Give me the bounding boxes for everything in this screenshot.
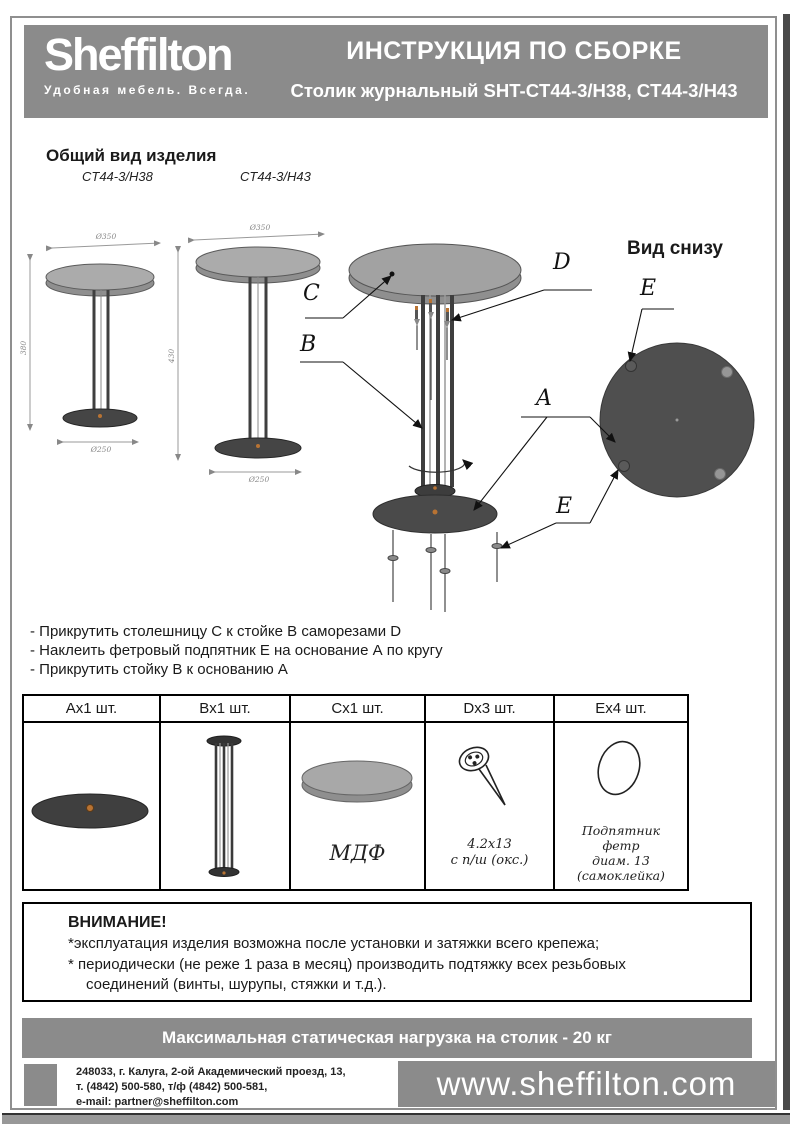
website-url: www.sheffilton.com [436, 1065, 737, 1102]
part-a-base-image [24, 723, 157, 889]
dim-height-h38: 380 [19, 340, 28, 356]
model-label-h43: CT44-3/H43 [240, 169, 311, 184]
felt-pads-below-base [388, 530, 502, 612]
parts-header-e: Ex4 шт. [555, 696, 687, 723]
warning-line-2: * периодически (не реже 1 раза в месяц) производить подтяжку всех резьбовых [68, 955, 626, 973]
part-b-column-image [161, 723, 287, 889]
part-c-top-image [291, 723, 422, 833]
brand-logo [44, 31, 254, 97]
drawing-table-h43 [167, 223, 324, 484]
callout-b: B [300, 332, 317, 357]
parts-cell-d [426, 723, 555, 889]
part-e-pad-image [555, 723, 683, 818]
part-d-caption: 4.2x13 с п/ш (окс.) [450, 837, 529, 868]
dim-base-diameter-h43: Ø250 [248, 475, 270, 484]
scan-edge-right [783, 14, 790, 1110]
overview-heading: Общий вид изделия [46, 146, 217, 165]
callout-c: C [303, 281, 320, 306]
brand-tagline: Удобная мебель. Всегда. [44, 83, 251, 97]
part-d-screw-image [426, 723, 551, 833]
header-banner [24, 25, 768, 118]
model-label-h38: CT44-3/H38 [82, 169, 153, 184]
address-line-1: 248033, г. Калуга, 2-ой Академический проезд, 13, [76, 1066, 346, 1078]
callout-d: D [553, 250, 571, 275]
step-2: - Наклеить фетровый подпятник Е на основание А по кругу [30, 642, 443, 659]
max-load-bar [22, 1018, 752, 1058]
scan-edge-bottom [2, 1113, 790, 1124]
bottom-view-title: Вид снизу [626, 238, 723, 259]
drawing-table-h38 [19, 232, 160, 454]
parts-table [22, 694, 689, 891]
warning-line-3: соединений (винты, шурупы, стяжки и т.д.). [86, 976, 387, 993]
parts-cell-b [161, 723, 291, 889]
address-line-3: e-mail: partner@sheffilton.com [76, 1096, 239, 1108]
product-name: Столик журнальный SHT-CT44-3/H38, CT44-3/H43 [290, 80, 738, 101]
drawing-bottom-view [600, 343, 754, 497]
parts-cell-e [555, 723, 687, 889]
address-line-2: т. (4842) 500-580, т/ф (4842) 500-581, [76, 1081, 268, 1093]
parts-header-c: Cx1 шт. [291, 696, 426, 723]
dim-height-h43: 430 [167, 348, 176, 364]
part-c-caption: МДФ [329, 841, 386, 865]
assembly-drawing [14, 190, 784, 630]
footer-website-banner [398, 1061, 775, 1107]
footer-address [76, 1065, 346, 1110]
dim-top-diameter-h43: Ø350 [249, 223, 271, 232]
warning-box [22, 902, 752, 1002]
parts-cell-c [291, 723, 426, 889]
max-load-text: Максимальная статическая нагрузка на столик - 20 кг [162, 1028, 612, 1047]
dim-top-diameter-h38: Ø350 [95, 232, 117, 241]
step-3: - Прикрутить стойку В к основанию А [30, 661, 288, 678]
brand-logo-text: Sheffilton [44, 29, 232, 80]
step-1: - Прикрутить столешницу С к стойке В саморезами D [30, 623, 402, 640]
dim-base-diameter-h38: Ø250 [90, 445, 112, 454]
warning-line-1: *эксплуатация изделия возможна после установки и затяжки всего крепежа; [68, 935, 600, 952]
assembly-steps [30, 622, 443, 679]
callout-e-bottom: E [556, 494, 573, 519]
parts-header-a: Ax1 шт. [24, 696, 161, 723]
drawing-exploded-table [349, 244, 521, 612]
warning-title: ВНИМАНИЕ! [68, 914, 167, 931]
callout-e-top: E [640, 276, 657, 301]
screws-d [415, 299, 449, 400]
footer-logo-square [24, 1064, 57, 1106]
header-titles [264, 25, 764, 118]
parts-header-b: Bx1 шт. [161, 696, 291, 723]
parts-cell-a [24, 723, 161, 889]
page-title: ИНСТРУКЦИЯ ПО СБОРКЕ [346, 37, 682, 65]
callout-a: A [536, 386, 552, 411]
part-e-caption: Подпятник фетр диам. 13 (самоклейка) [577, 823, 665, 883]
parts-header-d: Dx3 шт. [426, 696, 555, 723]
